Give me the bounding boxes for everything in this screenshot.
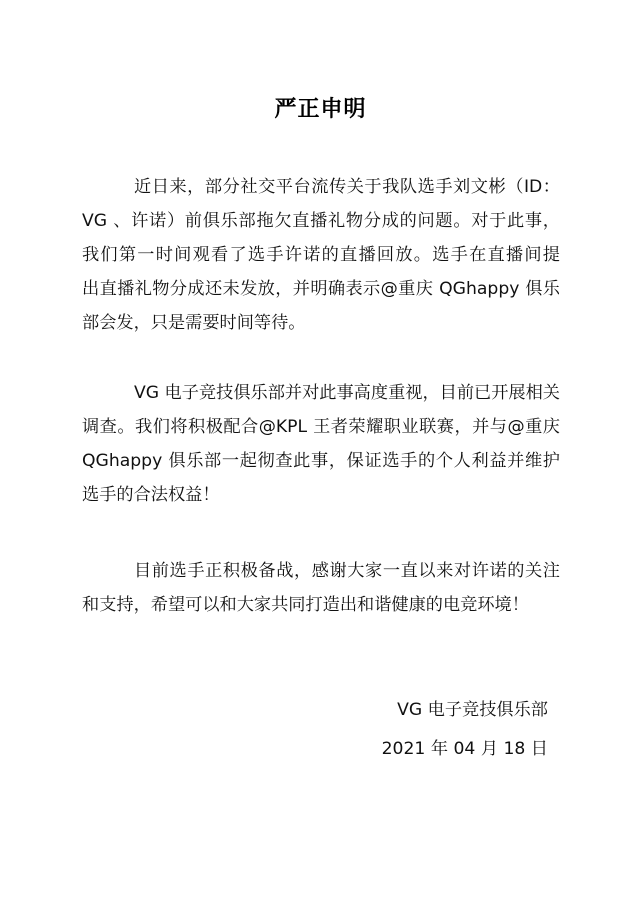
paragraph-line: VG 电子竞技俱乐部并对此事高度重视，目前已开展相关 — [134, 383, 560, 403]
paragraph-2 — [82, 376, 560, 512]
paragraph-1 — [82, 170, 560, 340]
paragraph-line: 近日来，部分社交平台流传关于我队选手刘文彬（ID： — [134, 177, 560, 197]
paragraph-line: 调查。我们将积极配合@KPL 王者荣耀职业联赛，并与@重庆 — [82, 417, 560, 437]
paragraph-line: 选手的合法权益！ — [82, 485, 220, 505]
paragraph-3 — [82, 554, 560, 622]
paragraph-line: 部会发，只是需要时间等待。 — [82, 313, 306, 333]
paragraph-line: 目前选手正积极备战，感谢大家一直以来对许诺的关注 — [134, 561, 560, 581]
paragraph-line: VG 、许诺）前俱乐部拖欠直播礼物分成的问题。对于此事， — [82, 211, 560, 231]
paragraph-line: 出直播礼物分成还未发放，并明确表示@重庆 QGhappy 俱乐 — [82, 279, 560, 299]
paragraph-line: 我们第一时间观看了选手许诺的直播回放。选手在直播间提 — [82, 245, 560, 265]
signature-date: 2021 年 04 月 18 日 — [381, 739, 548, 759]
paragraph-line: QGhappy 俱乐部一起彻查此事，保证选手的个人利益并维护 — [82, 451, 560, 471]
signature-organization: VG 电子竞技俱乐部 — [397, 700, 548, 720]
paragraph-line: 和支持，希望可以和大家共同打造出和谐健康的电竞环境！ — [82, 595, 529, 615]
statement-title: 严正申明 — [274, 97, 367, 122]
